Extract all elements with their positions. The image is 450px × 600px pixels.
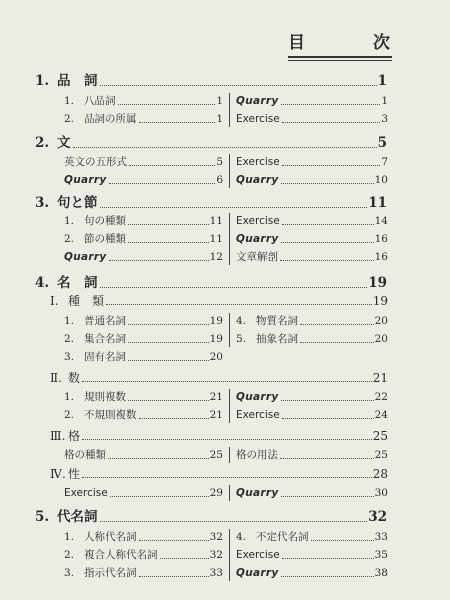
toc-entry[interactable] — [64, 350, 223, 364]
page-number: 16 — [374, 233, 388, 245]
leader-dots — [100, 287, 368, 288]
leader-dots — [82, 439, 372, 440]
page-number: 11 — [209, 233, 223, 245]
entry-number: 2. — [64, 333, 75, 345]
page-number: 5 — [216, 156, 223, 168]
entry-number: 2. — [64, 409, 75, 421]
page-number: 32 — [209, 549, 223, 561]
entry-title: 品詞の所属 — [84, 113, 137, 125]
page-number: 19 — [372, 294, 388, 308]
leader-dots — [128, 324, 209, 325]
column-divider — [229, 93, 230, 127]
page-number: 1 — [216, 95, 223, 107]
page-number: 1 — [381, 95, 388, 107]
entry-number: 1. — [64, 95, 75, 107]
toc-entry[interactable] — [64, 232, 223, 246]
entry-title: 格の用法 — [236, 449, 278, 461]
page-number: 11 — [368, 195, 387, 211]
leader-dots — [128, 242, 209, 243]
toc-entry[interactable] — [236, 250, 388, 264]
toc-entry[interactable] — [236, 94, 388, 108]
toc-section-3[interactable] — [35, 194, 387, 211]
toc-subsection[interactable] — [50, 370, 388, 385]
leader-dots — [281, 242, 374, 243]
toc-entry[interactable] — [64, 155, 223, 169]
page-number: 25 — [374, 449, 388, 461]
page-number: 32 — [209, 531, 223, 543]
entry-title: Quarry — [236, 233, 279, 245]
page-number: 5 — [377, 135, 387, 151]
toc-entry[interactable] — [64, 250, 223, 264]
entry-title: Exercise — [64, 487, 108, 499]
entry-title: Exercise — [236, 113, 280, 125]
toc-entry[interactable] — [236, 486, 388, 500]
page-number: 21 — [209, 409, 223, 421]
leader-dots — [281, 400, 374, 401]
leader-dots — [128, 400, 209, 401]
toc-section-2[interactable] — [35, 134, 387, 151]
subsection-number: Ⅳ. — [50, 467, 66, 481]
entry-title: Quarry — [64, 174, 107, 186]
page-number: 32 — [368, 509, 387, 525]
entry-title: 指示代名詞 — [84, 567, 137, 579]
leader-dots — [118, 104, 216, 105]
entry-number: 3. — [64, 351, 75, 363]
entry-number: 1. — [64, 391, 75, 403]
leader-dots — [109, 183, 216, 184]
page-number: 14 — [374, 215, 388, 227]
leader-dots — [108, 458, 209, 459]
leader-dots — [100, 521, 368, 522]
page-number: 20 — [374, 333, 388, 345]
entry-title: 規則複数 — [84, 391, 126, 403]
toc-entry[interactable] — [64, 112, 223, 126]
entry-title: 英文の五形式 — [64, 156, 127, 168]
entry-title: 節の種類 — [84, 233, 126, 245]
section-title: 品 詞 — [57, 73, 98, 89]
toc-entry[interactable] — [64, 94, 223, 108]
toc-section-4[interactable] — [35, 274, 387, 291]
entry-number: 5. — [236, 333, 247, 345]
subsection-number: Ⅱ. — [50, 371, 62, 385]
column-divider — [229, 213, 230, 265]
page-number: 1 — [377, 73, 387, 89]
toc-entry[interactable] — [64, 408, 223, 422]
toc-entry[interactable] — [64, 390, 223, 404]
section-title: 文 — [57, 135, 71, 151]
column-divider — [229, 154, 230, 188]
leader-dots — [282, 558, 374, 559]
toc-subsection[interactable] — [50, 293, 388, 308]
section-number: 3. — [35, 195, 50, 211]
toc-entry[interactable] — [64, 548, 223, 562]
section-title: 代名詞 — [57, 509, 98, 525]
toc-subsection[interactable] — [50, 428, 388, 443]
section-number: 4. — [35, 275, 50, 291]
section-title: 句と節 — [57, 195, 98, 211]
entry-title: Quarry — [64, 251, 107, 263]
toc-entry[interactable] — [236, 530, 388, 544]
entry-number: 4. — [236, 531, 247, 543]
title-rule — [288, 56, 392, 58]
leader-dots — [281, 576, 374, 577]
entry-number: 4. — [236, 315, 247, 327]
page-number: 29 — [209, 487, 223, 499]
column-divider — [229, 313, 230, 347]
page-number: 21 — [209, 391, 223, 403]
entry-title: 抽象名詞 — [256, 333, 298, 345]
entry-title: Quarry — [236, 391, 279, 403]
entry-title: Quarry — [236, 487, 279, 499]
title-rule-thin — [288, 60, 392, 61]
toc-entry[interactable] — [64, 530, 223, 544]
page-number: 22 — [374, 391, 388, 403]
section-number: 1. — [35, 73, 50, 89]
toc-entry[interactable] — [64, 486, 223, 500]
entry-title: Exercise — [236, 409, 280, 421]
leader-dots — [129, 165, 215, 166]
entry-title: Exercise — [236, 549, 280, 561]
leader-dots — [128, 342, 209, 343]
toc-entry[interactable] — [64, 448, 223, 462]
entry-title: 物質名詞 — [256, 315, 298, 327]
entry-number: 1. — [64, 531, 75, 543]
leader-dots — [139, 122, 216, 123]
entry-number: 1. — [64, 315, 75, 327]
page-number: 11 — [209, 215, 223, 227]
page-number: 7 — [381, 156, 388, 168]
leader-dots — [128, 224, 209, 225]
section-number: 2. — [35, 135, 50, 151]
leader-dots — [300, 324, 374, 325]
leader-dots — [160, 558, 209, 559]
page-number: 3 — [381, 113, 388, 125]
entry-title: 八品詞 — [84, 95, 116, 107]
page-number: 1 — [216, 113, 223, 125]
page-title — [288, 28, 390, 52]
leader-dots — [300, 342, 374, 343]
column-divider — [229, 389, 230, 423]
page-number: 25 — [372, 429, 388, 443]
page-number: 10 — [374, 174, 388, 186]
subsection-title: 種 類 — [68, 294, 105, 308]
page-number: 6 — [216, 174, 223, 186]
page-number: 20 — [374, 315, 388, 327]
toc-entry[interactable] — [236, 232, 388, 246]
leader-dots — [100, 85, 377, 86]
leader-dots — [282, 165, 381, 166]
toc-entry[interactable] — [236, 173, 388, 187]
toc-entry[interactable] — [236, 566, 388, 580]
toc-entry[interactable] — [236, 448, 388, 462]
leader-dots — [282, 122, 381, 123]
leader-dots — [139, 576, 209, 577]
page-number: 19 — [368, 275, 387, 291]
subsection-title: 格 — [68, 429, 81, 443]
entry-title: 普通名詞 — [84, 315, 126, 327]
toc-entry[interactable] — [236, 214, 388, 228]
toc-entry[interactable] — [236, 155, 388, 169]
column-divider — [229, 485, 230, 501]
subsection-number: Ⅰ. — [50, 294, 59, 308]
page-number: 21 — [372, 371, 388, 385]
leader-dots — [282, 418, 374, 419]
page-number: 24 — [374, 409, 388, 421]
page-number: 16 — [374, 251, 388, 263]
subsection-number: Ⅲ. — [50, 429, 66, 443]
leader-dots — [282, 224, 374, 225]
toc-entry[interactable] — [64, 214, 223, 228]
page-number: 33 — [374, 531, 388, 543]
entry-title: 不規則複数 — [84, 409, 137, 421]
leader-dots — [281, 104, 381, 105]
entry-number: 2. — [64, 549, 75, 561]
toc-entry[interactable] — [64, 566, 223, 580]
leader-dots — [139, 418, 209, 419]
page-number: 25 — [209, 449, 223, 461]
toc-entry[interactable] — [64, 173, 223, 187]
page-number: 33 — [209, 567, 223, 579]
leader-dots — [280, 458, 374, 459]
leader-dots — [82, 477, 372, 478]
leader-dots — [109, 260, 209, 261]
title-left-char: 目 — [288, 33, 305, 53]
page-number: 20 — [209, 351, 223, 363]
entry-title: Exercise — [236, 156, 280, 168]
leader-dots — [128, 360, 209, 361]
entry-title: 固有名詞 — [84, 351, 126, 363]
toc-entry[interactable] — [236, 408, 388, 422]
entry-title: 複合人称代名詞 — [84, 549, 158, 561]
toc-entry[interactable] — [64, 314, 223, 328]
entry-number: 2. — [64, 233, 75, 245]
page-number: 19 — [209, 333, 223, 345]
leader-dots — [100, 207, 368, 208]
entry-title: 格の種類 — [64, 449, 106, 461]
toc-entry[interactable] — [236, 112, 388, 126]
entry-title: Quarry — [236, 567, 279, 579]
column-divider — [229, 529, 230, 581]
page-number: 35 — [374, 549, 388, 561]
column-divider — [229, 447, 230, 463]
leader-dots — [73, 147, 377, 148]
entry-number: 1. — [64, 215, 75, 227]
title-right-char: 次 — [373, 33, 390, 53]
leader-dots — [281, 183, 374, 184]
toc-entry[interactable] — [236, 314, 388, 328]
entry-title: Quarry — [236, 174, 279, 186]
page-number: 19 — [209, 315, 223, 327]
subsection-title: 数 — [68, 371, 81, 385]
entry-number: 3. — [64, 567, 75, 579]
section-title: 名 詞 — [57, 275, 98, 291]
entry-title: 不定代名詞 — [256, 531, 309, 543]
page-number: 38 — [374, 567, 388, 579]
toc-subsection[interactable] — [50, 466, 388, 481]
entry-title: 句の種類 — [84, 215, 126, 227]
toc-entry[interactable] — [236, 390, 388, 404]
entry-title: 集合名詞 — [84, 333, 126, 345]
toc-entry[interactable] — [236, 332, 388, 346]
leader-dots — [280, 260, 374, 261]
leader-dots — [139, 540, 209, 541]
entry-number: 2. — [64, 113, 75, 125]
leader-dots — [106, 304, 372, 305]
leader-dots — [110, 496, 209, 497]
entry-title: 人称代名詞 — [84, 531, 137, 543]
page-number: 12 — [209, 251, 223, 263]
page-number: 30 — [374, 487, 388, 499]
toc-section-5[interactable] — [35, 508, 387, 525]
toc-section-1[interactable] — [35, 72, 387, 89]
leader-dots — [311, 540, 374, 541]
page-number: 28 — [372, 467, 388, 481]
leader-dots — [82, 381, 372, 382]
toc-entry[interactable] — [236, 548, 388, 562]
toc-entry[interactable] — [64, 332, 223, 346]
leader-dots — [281, 496, 374, 497]
section-number: 5. — [35, 509, 50, 525]
entry-title: Exercise — [236, 215, 280, 227]
entry-title: 文章解剖 — [236, 251, 278, 263]
entry-title: Quarry — [236, 95, 279, 107]
subsection-title: 性 — [68, 467, 81, 481]
